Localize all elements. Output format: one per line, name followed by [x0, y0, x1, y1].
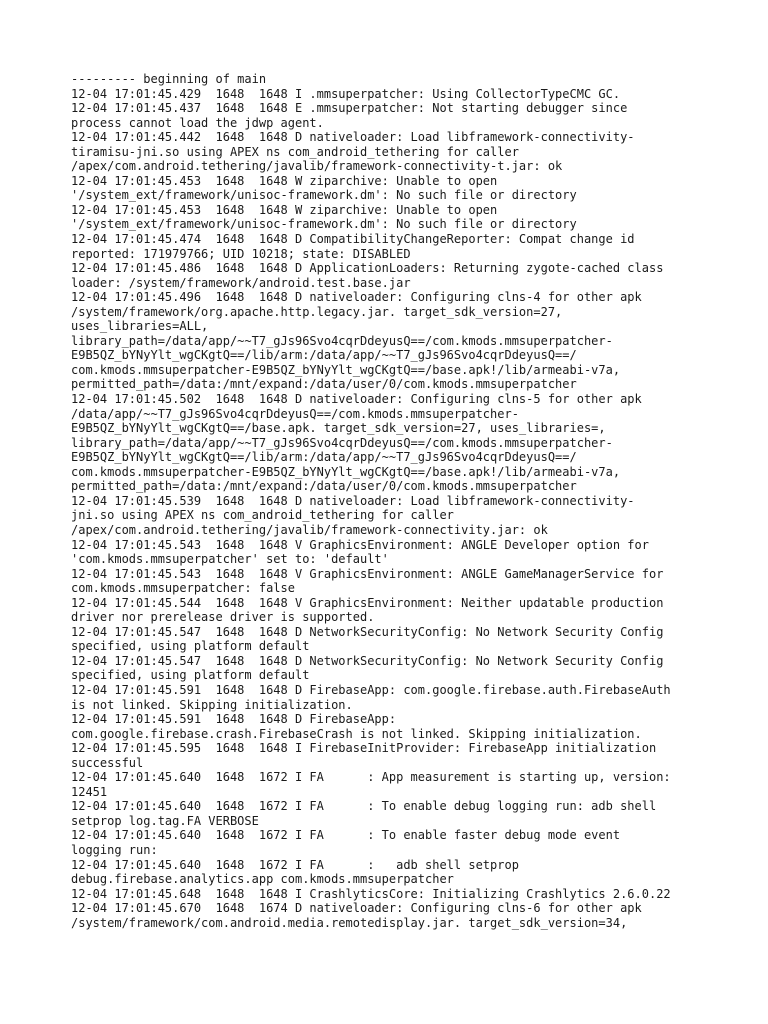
log-line: permitted_path=/data:/mnt/expand:/data/user/0/com.kmods.mmsuperpatcher: [71, 479, 577, 494]
log-line: 12-04 17:01:45.640 1648 1672 I FA : adb shell setprop: [71, 857, 519, 872]
log-line: 12-04 17:01:45.453 1648 1648 W ziparchive: Unable to open: [71, 202, 498, 217]
log-line: debug.firebase.analytics.app com.kmods.mmsuperpatcher: [71, 872, 454, 887]
log-line: com.kmods.mmsuperpatcher: false: [71, 581, 295, 596]
log-line: loader: /system/framework/android.test.base.jar: [71, 275, 411, 290]
log-line: 'com.kmods.mmsuperpatcher' set to: 'default': [71, 552, 389, 567]
log-line: /data/app/~~T7_gJs96Svo4cqrDdeyusQ==/com.kmods.mmsuperpatcher-: [71, 406, 519, 421]
log-line: E9B5QZ_bYNyYlt_wgCKgtQ==/lib/arm:/data/app/~~T7_gJs96Svo4cqrDdeyusQ==/: [71, 450, 577, 465]
log-line: uses_libraries=ALL,: [71, 319, 209, 334]
log-line: 12-04 17:01:45.648 1648 1648 I CrashlyticsCore: Initializing Crashlytics 2.6.0.22: [71, 886, 671, 901]
log-line: reported: 171979766; UID 10218; state: DISABLED: [71, 246, 411, 261]
log-line: 12-04 17:01:45.453 1648 1648 W ziparchive: Unable to open: [71, 173, 498, 188]
log-output: [71, 72, 711, 930]
log-line: E9B5QZ_bYNyYlt_wgCKgtQ==/base.apk. target_sdk_version=27, uses_libraries=,: [71, 421, 606, 436]
log-line: 12-04 17:01:45.640 1648 1672 I FA : App measurement is starting up, version:: [71, 770, 671, 785]
log-line: 12-04 17:01:45.595 1648 1648 I FirebaseInitProvider: FirebaseApp initialization: [71, 741, 657, 756]
log-line: --------- beginning of main: [71, 72, 267, 86]
log-line: 12-04 17:01:45.442 1648 1648 D nativeloader: Load libframework-connectivity-: [71, 130, 635, 145]
log-line: com.kmods.mmsuperpatcher-E9B5QZ_bYNyYlt_wgCKgtQ==/base.apk!/lib/armeabi-v7a,: [71, 362, 621, 377]
log-line: tiramisu-jni.so using APEX ns com_android_tethering for caller: [71, 144, 519, 159]
log-line: setprop log.tag.FA VERBOSE: [71, 813, 259, 828]
log-line: 12-04 17:01:45.591 1648 1648 D FirebaseApp: com.google.firebase.auth.FirebaseAuth: [71, 682, 671, 697]
log-line: permitted_path=/data:/mnt/expand:/data/user/0/com.kmods.mmsuperpatcher: [71, 377, 577, 392]
log-line: 12-04 17:01:45.486 1648 1648 D ApplicationLoaders: Returning zygote-cached class: [71, 261, 664, 276]
log-line: 12-04 17:01:45.640 1648 1672 I FA : To enable faster debug mode event: [71, 828, 621, 843]
log-line: 12-04 17:01:45.670 1648 1674 D nativeloader: Configuring clns-6 for other apk: [71, 901, 642, 916]
log-line: library_path=/data/app/~~T7_gJs96Svo4cqrDdeyusQ==/com.kmods.mmsuperpatcher-: [71, 435, 613, 450]
log-line: is not linked. Skipping initialization.: [71, 697, 353, 712]
log-line: successful: [71, 755, 144, 770]
log-line: 12-04 17:01:45.429 1648 1648 I .mmsuperpatcher: Using CollectorTypeCMC GC.: [71, 86, 621, 101]
log-line: E9B5QZ_bYNyYlt_wgCKgtQ==/lib/arm:/data/app/~~T7_gJs96Svo4cqrDdeyusQ==/: [71, 348, 577, 363]
log-line: 12451: [71, 784, 108, 799]
log-line: process cannot load the jdwp agent.: [71, 115, 324, 130]
log-line: 12-04 17:01:45.640 1648 1672 I FA : To enable debug logging run: adb shell: [71, 799, 657, 814]
log-line: 12-04 17:01:45.437 1648 1648 E .mmsuperpatcher: Not starting debugger since: [71, 101, 628, 116]
log-line: driver nor prerelease driver is supported.: [71, 610, 375, 625]
log-line: /apex/com.android.tethering/javalib/framework-connectivity-t.jar: ok: [71, 159, 563, 174]
log-line: /system/framework/org.apache.http.legacy.jar. target_sdk_version=27,: [71, 304, 563, 319]
log-line: 12-04 17:01:45.496 1648 1648 D nativeloader: Configuring clns-4 for other apk: [71, 290, 642, 305]
log-line: 12-04 17:01:45.543 1648 1648 V GraphicsEnvironment: ANGLE GameManagerService for: [71, 566, 664, 581]
log-line: logging run:: [71, 842, 158, 857]
log-line: 12-04 17:01:45.544 1648 1648 V GraphicsEnvironment: Neither updatable production: [71, 595, 664, 610]
log-line: 12-04 17:01:45.474 1648 1648 D CompatibilityChangeReporter: Compat change id: [71, 232, 635, 247]
log-line: '/system_ext/framework/unisoc-framework.dm': No such file or directory: [71, 188, 577, 203]
log-line: '/system_ext/framework/unisoc-framework.dm': No such file or directory: [71, 217, 577, 232]
log-line: /system/framework/com.android.media.remotedisplay.jar. target_sdk_version=34,: [71, 915, 628, 930]
log-line: 12-04 17:01:45.502 1648 1648 D nativeloader: Configuring clns-5 for other apk: [71, 392, 642, 407]
log-line: specified, using platform default: [71, 639, 310, 654]
log-line: 12-04 17:01:45.539 1648 1648 D nativeloader: Load libframework-connectivity-: [71, 493, 635, 508]
log-line: com.google.firebase.crash.FirebaseCrash is not linked. Skipping initialization.: [71, 726, 642, 741]
log-line: /apex/com.android.tethering/javalib/framework-connectivity.jar: ok: [71, 522, 548, 537]
log-line: library_path=/data/app/~~T7_gJs96Svo4cqrDdeyusQ==/com.kmods.mmsuperpatcher-: [71, 333, 613, 348]
log-line: 12-04 17:01:45.547 1648 1648 D NetworkSecurityConfig: No Network Security Config: [71, 653, 664, 668]
log-line: 12-04 17:01:45.543 1648 1648 V GraphicsEnvironment: ANGLE Developer option for: [71, 537, 649, 552]
log-line: jni.so using APEX ns com_android_tethering for caller: [71, 508, 454, 523]
log-line: 12-04 17:01:45.591 1648 1648 D FirebaseApp:: [71, 712, 397, 727]
log-line: com.kmods.mmsuperpatcher-E9B5QZ_bYNyYlt_wgCKgtQ==/base.apk!/lib/armeabi-v7a,: [71, 464, 621, 479]
log-line: 12-04 17:01:45.547 1648 1648 D NetworkSecurityConfig: No Network Security Config: [71, 624, 664, 639]
log-line: specified, using platform default: [71, 668, 310, 683]
